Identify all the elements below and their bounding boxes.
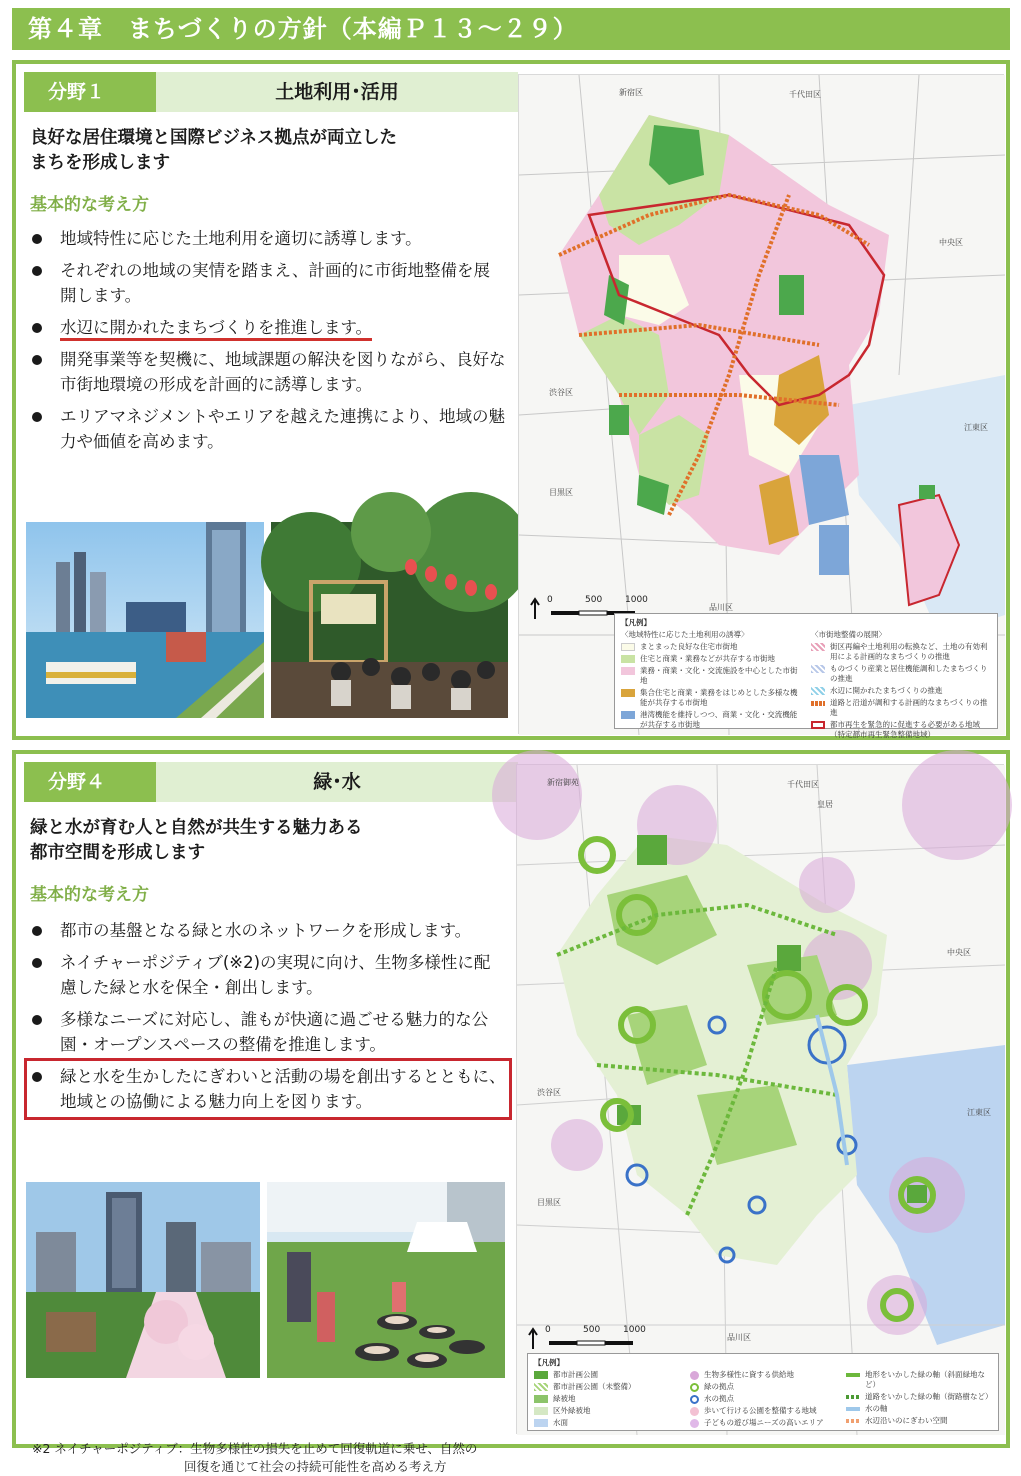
section-tab [24,72,518,112]
map-label-shinjuku-gyoen: 新宿御苑 [547,778,579,787]
legend-label: 業務・商業・文化・交流施設を中心とした市街地 [640,666,798,685]
legend-item [811,698,991,718]
legend-item [690,1370,836,1380]
legend-swatch [811,687,825,695]
map-label-chiyoda: 千代田区 [789,90,821,99]
legend-label: 緑の拠点 [704,1382,734,1391]
list-item [30,404,506,454]
map-label-koto: 江東区 [967,1108,991,1117]
list-item [30,258,506,308]
city-park-photo [26,1182,260,1378]
legend-item [811,720,991,740]
map-label-kokyo: 皇居 [817,800,833,809]
map-label-shinagawa: 品川区 [709,603,733,612]
legend-label: 集合住宅と商業・業務をはじめとした多様な機能が共存する市街地 [640,688,798,707]
list-item-text-underlined: 水辺に開かれたまちづくりを推進します。 [60,318,372,341]
legend-swatch [534,1395,548,1403]
kids-playground-photo [267,1182,505,1378]
list-item [30,1007,506,1057]
legend-label: 街区再編や土地利用の転換など、土地の有効利用による計画的なまちづくりの推進 [830,642,988,661]
map-label-shibuya: 渋谷区 [537,1088,561,1097]
legend-label: 水の拠点 [704,1394,734,1403]
list-item [30,315,506,340]
headline-line-2: まちを形成します [30,153,170,173]
legend-label: 都市計画公園（未整備） [553,1382,636,1391]
legend-right-column [811,630,991,742]
basic-policy-heading: 基本的な考え方 [30,195,149,215]
section-land-use [12,60,1010,740]
scale-0: 0 [547,595,553,605]
page-title: 第４章 まちづくりの方針（本編Ｐ１３～２９） [12,8,1010,50]
scale-1000: 1000 [625,595,648,605]
list-item [30,918,506,943]
map-label-koto: 江東区 [964,423,988,432]
legend-item [846,1370,992,1390]
legend-item [846,1416,992,1426]
legend-item [811,664,991,684]
legend-swatch [690,1371,699,1380]
legend-title: 【凡例】 [534,1358,564,1367]
legend-item [534,1406,680,1416]
legend-item [846,1392,992,1402]
list-item-text: ネイチャーポジティブ(※2)の実現に向け、生物多様性に配慮した緑と水を保全・創出します。 [60,953,491,997]
legend-swatch [811,665,825,673]
legend-label: 道路と沿道が調和する計画的なまちづくりの推進 [830,698,988,717]
map-label-shinagawa: 品川区 [727,1333,751,1342]
footnote [32,1440,502,1476]
section-number: 分野１ [24,72,156,112]
legend-swatch [621,655,635,663]
legend-swatch [846,1373,860,1377]
section-name: 緑･水 [156,762,518,802]
legend-label: 緑被地 [553,1394,576,1403]
legend-item [811,642,991,662]
legend-swatch [690,1419,699,1428]
legend-label: 生物多様性に資する供給地 [704,1370,794,1379]
scale-1000: 1000 [623,1325,646,1335]
legend-column-2 [690,1370,836,1430]
map-label-shinjuku: 新宿区 [619,88,643,97]
legend-swatch [621,667,635,675]
legend-label: ものづくり産業と居住機能調和したまちづくりの推進 [830,664,988,683]
policy-list [30,918,506,1121]
basic-policy-heading: 基本的な考え方 [30,885,149,905]
scale-500: 500 [583,1325,601,1335]
legend-item [534,1382,680,1392]
list-item-text: 都市の基盤となる緑と水のネットワークを形成します。 [60,921,472,940]
legend-swatch [846,1395,860,1399]
list-item [30,950,506,1000]
scale-0: 0 [545,1325,551,1335]
legend-swatch [811,701,825,706]
map-label-shibuya: 渋谷区 [549,388,573,397]
legend-item [621,642,801,652]
land-use-map [518,74,1004,739]
legend-item [534,1370,680,1380]
legend-column-1 [534,1370,680,1430]
legend-label: 水辺沿いのにぎわい空間 [865,1416,948,1425]
legend-item [690,1406,836,1416]
legend-label: 道路をいかした緑の軸（街路樹など） [865,1392,993,1401]
legend-swatch [534,1383,548,1391]
legend-swatch [534,1371,548,1379]
legend-label: 水辺に開かれたまちづくりの推進 [830,686,943,695]
section-headline [30,126,510,176]
section-name: 土地利用･活用 [156,72,518,112]
legend-item [690,1394,836,1404]
section-tab [24,762,518,802]
legend-swatch [534,1407,548,1415]
map-legend [527,1353,999,1431]
legend-item [621,710,801,730]
headline-line-1: 良好な居住環境と国際ビジネス拠点が両立した [30,128,397,148]
legend-label: 地形をいかした緑の軸（斜面緑地など） [865,1370,985,1389]
legend-label: 住宅と商業・業務などが共存する市街地 [640,654,775,663]
legend-swatch [846,1419,860,1423]
map-label-chiyoda: 千代田区 [787,780,819,789]
scale-500: 500 [585,595,603,605]
map-scale [525,1325,655,1351]
section-headline [30,816,510,866]
list-item-text: 地域特性に応じた土地利用を適切に誘導します。 [60,229,422,248]
legend-swatch [621,711,635,719]
list-item-text: 緑と水を生かしたにぎわいと活動の場を創出するとともに、地域との協働による魅力向上を図ります。 [60,1067,506,1111]
festival-photo [271,522,508,718]
section-number: 分野４ [24,762,156,802]
headline-line-2: 都市空間を形成します [30,843,205,863]
legend-right-title: 〈市街地整備の展開〉 [811,630,886,639]
legend-left-column [621,630,801,742]
legend-item [811,686,991,696]
legend-swatch [621,689,635,697]
legend-swatch [690,1383,699,1392]
list-item-text: 開発事業等を契機に、地域課題の解決を図りながら、良好な市街地環境の形成を計画的に誘導します。 [60,350,506,394]
footnote-line-1: ※2 ネイチャーポジティブ：生物多様性の損失を止めて回復軌道に乗せ、自然の [32,1441,478,1456]
map-label-meguro: 目黒区 [537,1198,561,1207]
legend-label: 都市再生を緊急的に促進する必要がある地域（特定都市再生緊急整備地域） [830,720,980,739]
legend-item [534,1418,680,1428]
legend-label: 区外緑被地 [553,1406,591,1415]
headline-line-1: 緑と水が育む人と自然が共生する魅力ある [30,818,363,838]
legend-label: 都市計画公園 [553,1370,598,1379]
waterfront-photo [26,522,264,718]
list-item-text: エリアマネジメントやエリアを越えた連携により、地域の魅力や価値を高めます。 [60,407,506,451]
legend-swatch [534,1419,548,1427]
legend-item [621,666,801,686]
legend-swatch [811,643,825,651]
policy-list [30,226,506,461]
legend-item [621,688,801,708]
legend-swatch [690,1407,699,1416]
map-label-meguro: 目黒区 [549,488,573,497]
legend-column-3 [846,1370,992,1430]
legend-swatch [690,1395,699,1404]
legend-item [846,1404,992,1414]
list-item-text: それぞれの地域の実情を踏まえ、計画的に市街地整備を展開します。 [60,261,490,305]
legend-item [690,1382,836,1392]
legend-label: 水面 [553,1418,568,1427]
map-legend [614,613,998,739]
legend-label: 子どもの遊び場ニーズの高いエリア [704,1418,824,1427]
green-water-map [516,764,1004,1434]
list-item [30,226,506,251]
map-label-chuo: 中央区 [947,948,971,957]
legend-left-title: 〈地域特性に応じた土地利用の誘導〉 [621,630,749,639]
legend-label: 水の軸 [865,1404,888,1413]
footnote-line-2: 回復を通じて社会の持続可能性を高める考え方 [184,1459,447,1474]
legend-swatch [846,1407,860,1411]
list-item-text: 多様なニーズに対応し、誰もが快適に過ごせる魅力的な公園・オープンスペースの整備を推進します。 [60,1010,489,1054]
list-item [30,347,506,397]
north-arrow-icon [529,1329,537,1349]
section-green-water [12,750,1010,1474]
legend-item [621,654,801,664]
legend-label: 歩いて行ける公園を整備する地域 [704,1406,817,1415]
north-arrow-icon [531,599,539,619]
list-item-highlighted [30,1064,506,1114]
legend-swatch [811,721,825,729]
legend-label: まとまった良好な住宅市街地 [640,642,738,651]
legend-label: 港湾機能を維持しつつ、商業・文化・交流機能が共存する市街地 [640,710,798,729]
map-label-chuo: 中央区 [939,238,963,247]
legend-item [690,1418,836,1428]
legend-title: 【凡例】 [621,618,651,627]
legend-swatch [621,643,635,651]
legend-item [534,1394,680,1404]
